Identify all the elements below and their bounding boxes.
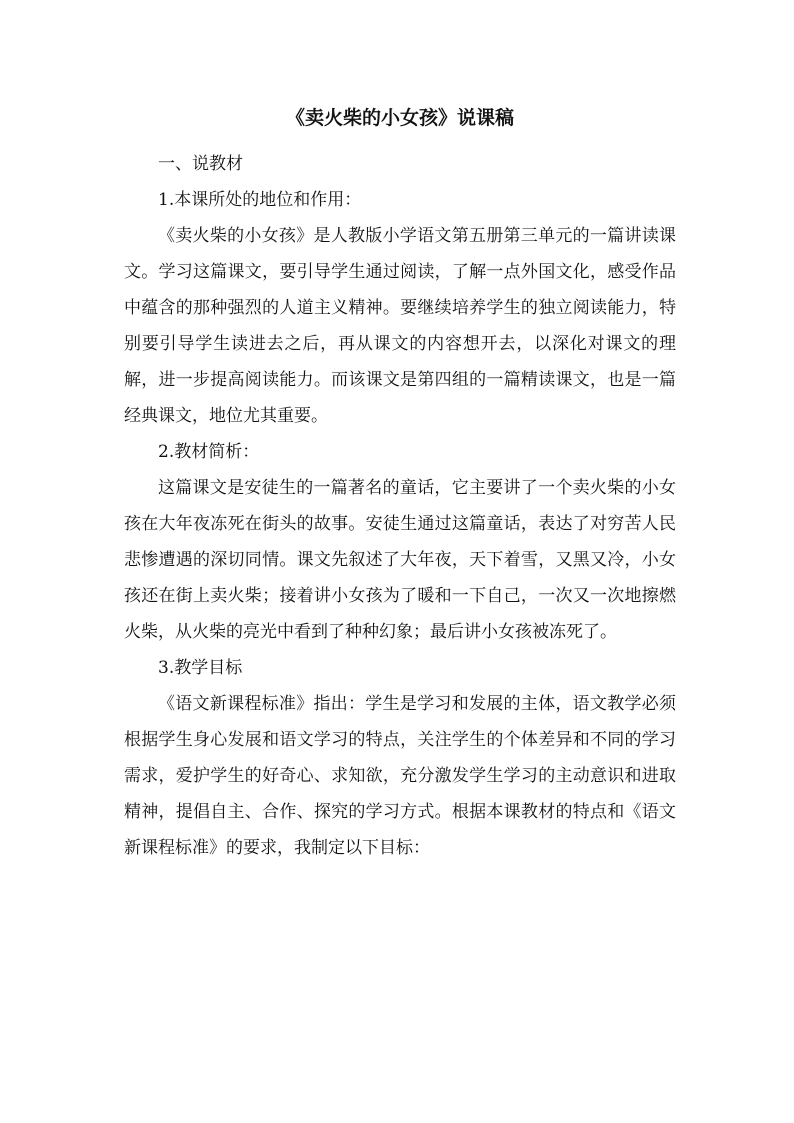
subheading-textbook-analysis: 2.教材简析： xyxy=(158,442,260,462)
subheading-position-role: 1.本课所处的地位和作用： xyxy=(158,190,362,210)
paragraph-textbook-analysis: 这篇课文是安徒生的一篇著名的童话，它主要讲了一个卖火柴的小女孩在大年夜冻死在街头的故事。安徒生通过这篇童话，表达了对穷苦人民悲惨遭遇的深切同情。课文先叙述了大年夜，天下着雪，又黑又冷，小女孩还在街上卖火柴；接着讲小女孩为了暖和一下自己，一次又一次地擦燃火柴，从火柴的亮光中看到了种种幻象；最后讲小女孩被冻死了。 xyxy=(124,478,676,642)
section-heading-textbook: 一、说教材 xyxy=(158,154,243,174)
subheading-teaching-goals: 3.教学目标 xyxy=(158,658,243,678)
paragraph-teaching-goals: 《语文新课程标准》指出：学生是学习和发展的主体，语文教学必须根据学生身心发展和语文学习的特点，关注学生的个体差异和不同的学习需求，爱护学生的好奇心、求知欲，充分激发学生学习的主动意识和进取精神，提倡自主、合作、探究的学习方式。根据本课教材的特点和《语文新课程标准》的要求，我制定以下目标： xyxy=(124,694,676,858)
document-title: 《卖火柴的小女孩》说课稿 xyxy=(285,107,514,129)
paragraph-position-role: 《卖火柴的小女孩》是人教版小学语文第五册第三单元的一篇讲读课文。学习这篇课文，要引导学生通过阅读，了解一点外国文化，感受作品中蕴含的那种强烈的人道主义精神。要继续培养学生的独立阅读能力，特别要引导学生读进去之后，再从课文的内容想开去，以深化对课文的理解，进一步提高阅读能力。而该课文是第四组的一篇精读课文，也是一篇经典课文，地位尤其重要。 xyxy=(124,226,676,426)
document-body xyxy=(124,100,676,866)
